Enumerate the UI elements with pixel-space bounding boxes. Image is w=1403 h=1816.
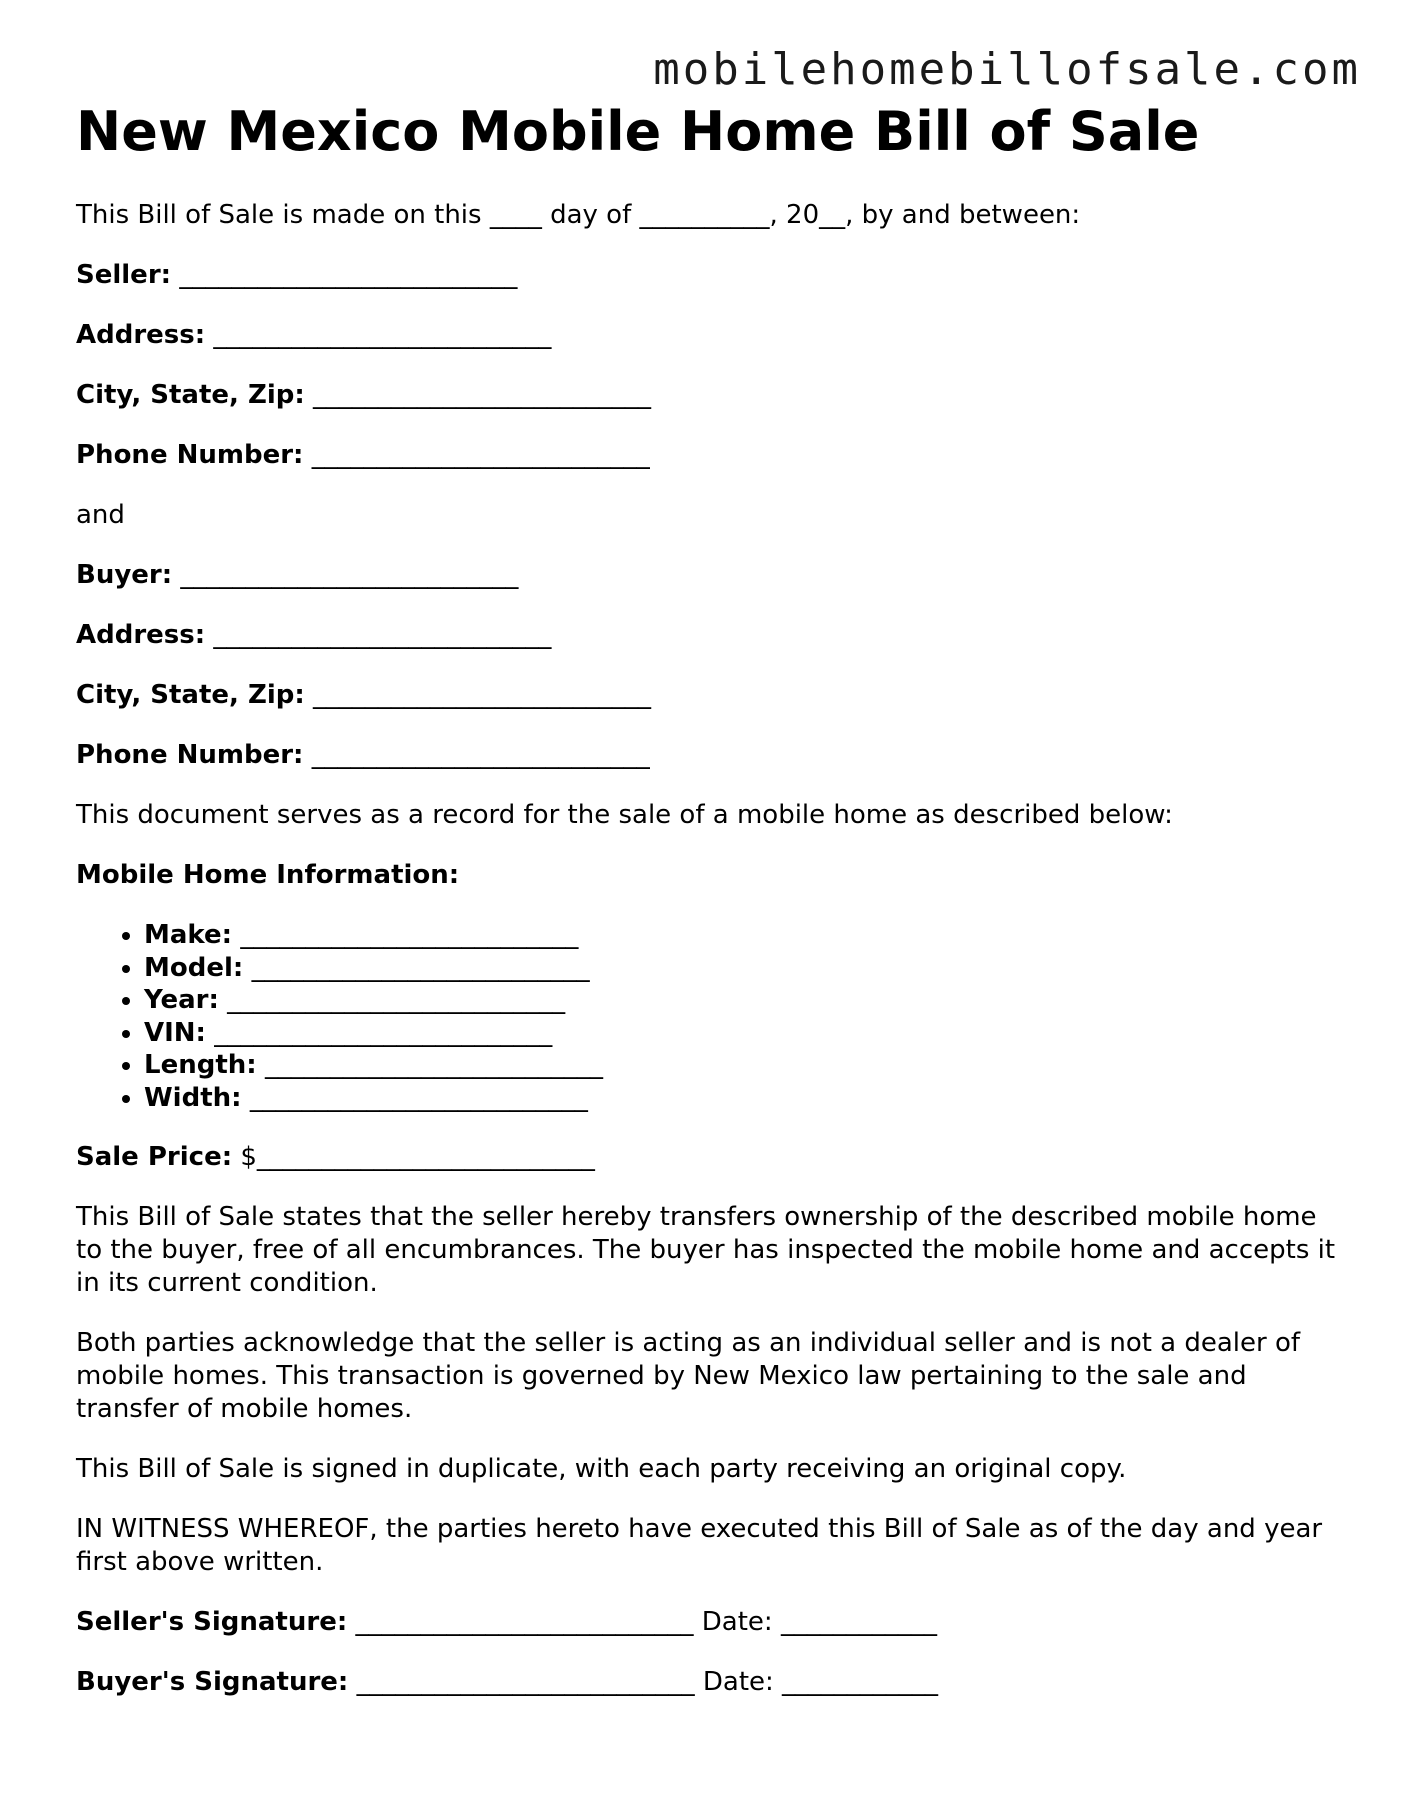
- buyer-name-blank[interactable]: __________________________: [180, 560, 519, 590]
- vin-label: VIN:: [144, 1017, 206, 1048]
- buyer-signature-line[interactable]: [76, 1666, 1336, 1699]
- make-label: Make:: [144, 920, 233, 950]
- buyer-date-label: Date:: [702, 1667, 774, 1697]
- buyer-address-blank[interactable]: __________________________: [213, 620, 552, 650]
- buyer-city-state-zip-field[interactable]: [76, 679, 1336, 712]
- seller-name-blank[interactable]: __________________________: [179, 260, 518, 290]
- sale-price-label: Sale Price:: [76, 1142, 233, 1172]
- info-item-year[interactable]: [144, 984, 1336, 1017]
- vin-blank[interactable]: __________________________: [214, 1017, 553, 1048]
- seller-signature-label: Seller's Signature:: [76, 1607, 348, 1637]
- buyer-phone-field[interactable]: [76, 739, 1336, 772]
- seller-city-state-zip-blank[interactable]: __________________________: [313, 380, 652, 410]
- buyer-signature-label: Buyer's Signature:: [76, 1667, 349, 1697]
- site-watermark: mobilehomebillofsale.com: [653, 44, 1361, 95]
- buyer-address-field[interactable]: [76, 619, 1336, 652]
- model-label: Model:: [144, 952, 244, 983]
- seller-signature-line[interactable]: [76, 1606, 1336, 1639]
- seller-name-label: Seller:: [76, 260, 172, 290]
- buyer-address-label: Address:: [76, 620, 206, 650]
- year-label: Year:: [144, 985, 219, 1015]
- seller-phone-blank[interactable]: __________________________: [311, 440, 650, 470]
- year-blank[interactable]: __________________________: [227, 985, 566, 1015]
- witness-paragraph: IN WITNESS WHEREOF, the parties hereto have executed this Bill of Sale as of the day and year first above written.: [76, 1514, 1323, 1577]
- length-blank[interactable]: __________________________: [264, 1050, 603, 1080]
- sale-price-blank[interactable]: $__________________________: [240, 1142, 595, 1172]
- info-item-make[interactable]: [144, 919, 1336, 952]
- seller-date-label: Date:: [701, 1607, 773, 1637]
- model-blank[interactable]: __________________________: [251, 952, 590, 983]
- buyer-signature-blank[interactable]: __________________________: [356, 1667, 695, 1697]
- width-blank[interactable]: __________________________: [249, 1082, 588, 1113]
- seller-phone-field[interactable]: [76, 439, 1336, 472]
- document-title: New Mexico Mobile Home Bill of Sale: [76, 100, 1200, 163]
- width-label: Width:: [144, 1082, 242, 1113]
- info-item-model[interactable]: [144, 952, 1336, 985]
- buyer-city-state-zip-label: City, State, Zip:: [76, 680, 305, 710]
- length-label: Length:: [144, 1050, 257, 1080]
- seller-name-field[interactable]: [76, 259, 1336, 292]
- info-item-vin[interactable]: [144, 1017, 1336, 1050]
- and-text: and: [76, 500, 125, 530]
- acknowledgment-paragraph: Both parties acknowledge that the seller is acting as an individual seller and is not a dealer of mobile homes. This transaction is governed by New Mexico law pertaining to the sale and transfer of mobile homes.: [76, 1328, 1301, 1424]
- intro-text: This Bill of Sale is made on this ____ day of __________, 20__, by and between:: [76, 200, 1081, 230]
- seller-signature-blank[interactable]: __________________________: [355, 1607, 694, 1637]
- seller-address-blank[interactable]: __________________________: [213, 320, 552, 350]
- buyer-name-label: Buyer:: [76, 560, 173, 590]
- info-item-width[interactable]: [144, 1082, 1336, 1115]
- seller-address-field[interactable]: [76, 319, 1336, 352]
- info-item-length[interactable]: [144, 1049, 1336, 1082]
- buyer-phone-label: Phone Number:: [76, 740, 304, 770]
- make-blank[interactable]: __________________________: [240, 920, 579, 950]
- buyer-city-state-zip-blank[interactable]: __________________________: [313, 680, 652, 710]
- seller-city-state-zip-field[interactable]: [76, 379, 1336, 412]
- buyer-phone-blank[interactable]: __________________________: [311, 740, 650, 770]
- seller-date-blank[interactable]: ____________: [780, 1607, 937, 1637]
- seller-address-label: Address:: [76, 320, 206, 350]
- record-text: This document serves as a record for the sale of a mobile home as described below:: [76, 800, 1173, 830]
- seller-phone-label: Phone Number:: [76, 440, 304, 470]
- buyer-name-field[interactable]: [76, 559, 1336, 592]
- mobile-home-info-list: [76, 919, 1336, 1114]
- sale-price-field[interactable]: [76, 1141, 1336, 1174]
- seller-city-state-zip-label: City, State, Zip:: [76, 380, 305, 410]
- buyer-date-blank[interactable]: ____________: [782, 1667, 939, 1697]
- transfer-paragraph: This Bill of Sale states that the seller hereby transfers ownership of the described mobile home to the buyer, free of all encumbrances. The buyer has inspected the mobile home and accepts it in its current condition.: [76, 1202, 1336, 1298]
- mobile-home-info-heading: Mobile Home Information:: [76, 860, 460, 890]
- duplicate-paragraph: This Bill of Sale is signed in duplicate, with each party receiving an original copy.: [76, 1454, 1127, 1484]
- document-body: [76, 92, 1336, 1699]
